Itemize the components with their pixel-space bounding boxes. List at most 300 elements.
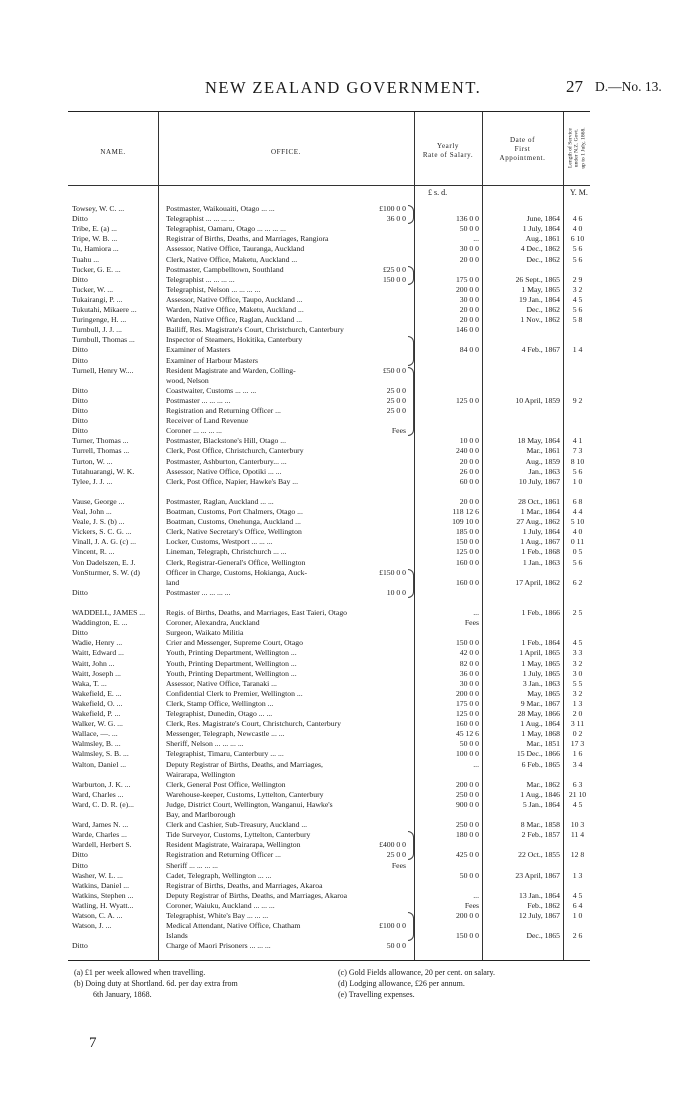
table-row xyxy=(68,537,590,547)
cell-name: Veal, John ... xyxy=(72,507,112,516)
cell-office: Clerk, Post Office, Christchurch, Canterbury xyxy=(166,446,304,456)
cell-date: 1 Jan., 1863 xyxy=(522,557,560,567)
cell-salary: 20 0 0 xyxy=(459,456,479,466)
cell-name: Ward, C. D. R. (e)... xyxy=(72,799,134,809)
cell-office: Telegraphist, Oamaru, Otago ... ... ... ... xyxy=(166,224,286,234)
cell-name: Tucker, G. E. ... xyxy=(72,264,121,274)
cell-name: Warde, Charles ... xyxy=(72,830,127,840)
date-header-line: Appointment. xyxy=(499,154,546,162)
cell-name: Turnbull, Thomas ... xyxy=(72,335,135,345)
page-number: 27 xyxy=(566,77,583,96)
cell-office: Assessor, Native Office, Tauranga, Auckland xyxy=(166,244,305,254)
cell-length: 2 5 xyxy=(572,608,583,617)
cell-date: Jan., 1863 xyxy=(528,466,560,476)
cell-office: Clerk, Stamp Office, Wellington ... xyxy=(166,698,274,708)
cell-length: 2 0 xyxy=(572,709,583,718)
cell-office: Postmaster, Blackstone's Hill, Otago ... xyxy=(166,436,287,446)
cell-office: Receiver of Land Revenue xyxy=(166,416,249,426)
cell-salary: ... xyxy=(473,234,479,244)
table-row xyxy=(68,901,590,911)
cell-salary: 20 0 0 xyxy=(459,254,479,264)
cell-date: 18 May, 1864 xyxy=(517,436,560,446)
table-row xyxy=(68,780,590,790)
cell-split: 25 0 0 xyxy=(386,406,406,415)
cell-salary: 50 0 0 xyxy=(459,739,479,749)
cell-length: 3 2 xyxy=(572,688,583,698)
cell-office: Telegraphist, White's Bay ... ... ... xyxy=(166,911,269,920)
cell-date: Dec., 1862 xyxy=(526,305,560,314)
footnote-a: (a) £1 per week allowed when travelling. xyxy=(74,968,206,977)
table-row xyxy=(68,255,590,265)
cell-name: Vickers, S. C. G. ... xyxy=(72,527,132,537)
cell-name: Ditto xyxy=(72,214,88,224)
table-row xyxy=(68,881,590,891)
cell-name: Turnell, Henry W.... xyxy=(72,365,134,375)
cell-length: 6 2 xyxy=(572,577,583,587)
cell-date: 10 July, 1867 xyxy=(518,476,560,486)
cell-name: Washer, W. L. ... xyxy=(72,870,123,880)
cell-name: Tucker, W. ... xyxy=(72,284,114,294)
cell-length: 5 6 xyxy=(572,254,583,264)
page-header xyxy=(0,78,700,100)
table-row xyxy=(68,760,590,770)
cell-split: £50 0 0 xyxy=(382,365,406,375)
table-row xyxy=(68,265,590,275)
cell-name: Waddington, E. ... xyxy=(72,618,128,628)
table-row xyxy=(68,770,590,780)
cell-salary: 82 0 0 xyxy=(459,658,479,668)
cell-name: Tukutahi, Mikaere ... xyxy=(72,305,137,314)
cell-length: 9 2 xyxy=(572,395,583,405)
cell-name: Ditto xyxy=(72,628,88,638)
cell-name: Watling, H. Wyatt... xyxy=(72,900,134,910)
cell-length: 5 8 xyxy=(572,315,583,325)
cell-name: Turton, W. ... xyxy=(72,456,113,466)
table-row xyxy=(68,790,590,800)
cell-length: 5 6 xyxy=(572,305,583,314)
cell-date: May, 1865 xyxy=(527,688,560,698)
table-row xyxy=(68,739,590,749)
cell-office: Clerk, Native Office, Maketu, Auckland ... xyxy=(166,254,298,264)
table-row xyxy=(68,315,590,325)
table-row xyxy=(68,568,590,578)
cell-length: 4 5 xyxy=(572,799,583,809)
cell-office: Coroner, Alexandra, Auckland xyxy=(166,618,260,628)
table-row xyxy=(68,618,590,628)
cell-name: Turnbull, J. J. ... xyxy=(72,325,122,335)
cell-length: 5 6 xyxy=(572,557,583,567)
cell-length: 6 10 xyxy=(570,234,585,244)
cell-length: 10 3 xyxy=(570,820,585,830)
cell-office: Clerk and Cashier, Sub-Treasury, Auckland ... xyxy=(166,820,308,830)
cell-salary: 100 0 0 xyxy=(455,749,479,759)
cell-salary: 20 0 0 xyxy=(459,496,479,506)
cell-office: Resident Magistrate, Wairarapa, Wellington xyxy=(166,840,301,850)
cell-name: Watkins, Stephen ... xyxy=(72,890,134,900)
cell-salary: 900 0 0 xyxy=(455,799,479,809)
cell-office: Postmaster ... ... ... ... xyxy=(166,395,231,405)
table-row xyxy=(68,376,590,386)
cell-split: 25 0 0 xyxy=(386,385,406,395)
cell-name: Walmsley, S. B. ... xyxy=(72,749,129,759)
cell-office: Telegraphist, Timaru, Canterbury ... ... xyxy=(166,749,284,759)
cell-salary: 250 0 0 xyxy=(455,820,479,830)
cell-name: Watson, C. A. ... xyxy=(72,911,123,920)
cell-office: Assessor, Native Office, Taupo, Auckland ... xyxy=(166,294,303,304)
cell-length: 2 6 xyxy=(572,931,583,941)
cell-salary: 50 0 0 xyxy=(459,870,479,880)
cell-salary: 118 12 6 xyxy=(452,507,479,516)
table-row xyxy=(68,628,590,638)
cell-name: Ditto xyxy=(72,426,88,436)
cell-office: Boatman, Customs, Onehunga, Auckland ... xyxy=(166,517,301,527)
cell-name: Wakefield, O. ... xyxy=(72,698,123,708)
cell-length: 17 3 xyxy=(570,739,585,749)
cell-office: Youth, Printing Department, Wellington ... xyxy=(166,668,297,678)
cell-salary: 50 0 0 xyxy=(459,224,479,234)
column-header-office: OFFICE. xyxy=(270,148,302,156)
cell-split: Fees xyxy=(391,426,406,436)
cell-salary: 136 0 0 xyxy=(455,214,479,224)
cell-office: Messenger, Telegraph, Newcastle ... ... xyxy=(166,729,285,739)
cell-date: 1 Feb., 1868 xyxy=(521,547,560,557)
cell-length: 0 5 xyxy=(572,547,583,557)
cell-office: Sheriff ... ... ... ... xyxy=(166,860,218,870)
cell-length: 2 9 xyxy=(572,274,583,284)
table-row xyxy=(68,547,590,557)
cell-office: Inspector of Steamers, Hokitika, Canterbury xyxy=(166,335,303,345)
table-row xyxy=(68,244,590,254)
cell-split: 10 0 0 xyxy=(386,587,406,597)
cell-name: Warburton, J. K. ... xyxy=(72,779,131,789)
cell-date: Mar., 1862 xyxy=(526,779,560,789)
cell-date: 5 Jan., 1864 xyxy=(522,799,560,809)
cell-name: Wardell, Herbert S. xyxy=(72,840,132,850)
cell-name: Watkins, Daniel ... xyxy=(72,880,130,890)
cell-office: Assessor, Native Office, Taranaki ... xyxy=(166,678,277,688)
cell-office: Registration and Returning Officer ... xyxy=(166,406,281,415)
table-row xyxy=(68,204,590,214)
cell-salary: 125 0 0 xyxy=(455,709,479,718)
table-row xyxy=(68,527,590,537)
cell-split: £150 0 0 xyxy=(379,567,406,577)
table-row xyxy=(68,386,590,396)
cell-office: Officer in Charge, Customs, Hokianga, Auck- xyxy=(166,567,308,577)
cell-name: Walmsley, B. ... xyxy=(72,739,121,749)
cell-length: 3 2 xyxy=(572,658,583,668)
cell-split: 25 0 0 xyxy=(386,395,406,405)
cell-date: June, 1864 xyxy=(526,214,560,224)
table-row xyxy=(68,275,590,285)
cell-date: 22 Oct., 1855 xyxy=(518,850,560,860)
cell-length: 4 1 xyxy=(572,436,583,446)
cell-office: Deputy Registrar of Births, Deaths, and Marriages, xyxy=(166,759,323,769)
cell-date: 9 Mar., 1867 xyxy=(520,698,560,708)
cell-name: Wakefield, P. ... xyxy=(72,709,121,718)
cell-salary: 240 0 0 xyxy=(455,446,479,456)
table-row xyxy=(68,446,590,456)
date-header-line: Date of xyxy=(510,136,535,144)
table-row xyxy=(68,709,590,719)
cell-date: Mar., 1861 xyxy=(526,446,560,456)
cell-office: Tide Surveyor, Customs, Lyttelton, Canterbury xyxy=(166,830,311,840)
cell-office: Regis. of Births, Deaths, and Marriages, East Taieri, Otago xyxy=(166,608,348,617)
table-row xyxy=(68,214,590,224)
cell-name: Ditto xyxy=(72,941,88,951)
table-row xyxy=(68,285,590,295)
cell-length: 4 0 xyxy=(572,224,583,234)
cell-length: 4 0 xyxy=(572,527,583,537)
table-row xyxy=(68,335,590,345)
cell-date: Aug., 1859 xyxy=(525,456,560,466)
cell-date: 3 Jan., 1863 xyxy=(522,678,560,688)
cell-split: £25 0 0 xyxy=(382,264,406,274)
cell-office: Boatman, Customs, Port Chalmers, Otago ... xyxy=(166,507,303,516)
cell-name: Ward, James N. ... xyxy=(72,820,129,830)
cell-name: Ward, Charles ... xyxy=(72,789,124,799)
cell-length: 21 10 xyxy=(568,789,587,799)
cell-name: Ditto xyxy=(72,395,88,405)
cell-salary: Fees xyxy=(464,618,479,628)
table-row xyxy=(68,477,590,487)
cell-salary: 175 0 0 xyxy=(455,698,479,708)
table-row xyxy=(68,729,590,739)
table-row xyxy=(68,911,590,921)
table-row xyxy=(68,810,590,820)
cell-name: Ditto xyxy=(72,274,88,284)
cell-office: Examiner of Harbour Masters xyxy=(166,355,259,365)
cell-length: 0 2 xyxy=(572,729,583,739)
table-row xyxy=(68,588,590,598)
cell-length: 6 3 xyxy=(572,779,583,789)
salary-units: £ s. d. xyxy=(428,188,448,197)
cell-salary: 200 0 0 xyxy=(455,688,479,698)
table-row xyxy=(68,416,590,426)
cell-salary: ... xyxy=(473,890,479,900)
cell-name: Wadie, Henry ... xyxy=(72,638,123,648)
cell-office: Telegraphist ... ... ... ... xyxy=(166,214,235,224)
cell-name: Ditto xyxy=(72,385,88,395)
cell-name: Vincent, R. ... xyxy=(72,547,115,557)
cell-date: 15 Dec., 1866 xyxy=(516,749,560,759)
table-row xyxy=(68,325,590,335)
table-row xyxy=(68,699,590,709)
cell-name: Tu, Hamiora ... xyxy=(72,244,119,254)
cell-salary: 200 0 0 xyxy=(455,779,479,789)
cell-salary: ... xyxy=(473,608,479,617)
table-row xyxy=(68,820,590,830)
cell-salary: 125 0 0 xyxy=(455,395,479,405)
cell-length: 1 4 xyxy=(572,345,583,355)
table-row xyxy=(68,467,590,477)
cell-salary: ... xyxy=(473,759,479,769)
cell-office: Cadet, Telegraph, Wellington ... ... xyxy=(166,870,272,880)
cell-name: Ditto xyxy=(72,850,88,860)
cell-name: Walton, Daniel ... xyxy=(72,759,127,769)
cell-length: 1 0 xyxy=(572,476,583,486)
table-row xyxy=(68,931,590,941)
cell-office: Surgeon, Waikato Militia xyxy=(166,628,244,638)
cell-salary: 109 10 0 xyxy=(452,517,479,527)
cell-name: Ditto xyxy=(72,355,88,365)
cell-split: £100 0 0 xyxy=(379,921,406,931)
table-row xyxy=(68,840,590,850)
cell-salary: 45 12 6 xyxy=(455,729,479,739)
cell-name: Wakefield, E. ... xyxy=(72,688,122,698)
cell-salary: Fees xyxy=(464,900,479,910)
cell-salary: 26 0 0 xyxy=(459,466,479,476)
salary-table xyxy=(68,111,590,961)
cell-split: 36 0 0 xyxy=(386,214,406,224)
column-header-date xyxy=(482,136,563,163)
cell-length: 5 6 xyxy=(572,466,583,476)
cell-name: Tukairangi, P. ... xyxy=(72,294,123,304)
cell-date: 1 Aug., 1846 xyxy=(520,789,560,799)
cell-length: 5 6 xyxy=(572,244,583,254)
cell-office: Telegraphist, Dunedin, Otago ... ... xyxy=(166,709,273,718)
cell-office: Postmaster ... ... ... ... xyxy=(166,587,231,597)
cell-name: Towsey, W. C. ... xyxy=(72,204,125,213)
table-row xyxy=(68,800,590,810)
cell-name: Tuahu ... xyxy=(72,254,100,264)
cell-office: Confidential Clerk to Premier, Wellington ... xyxy=(166,688,303,698)
cell-name: Veale, J. S. (b) ... xyxy=(72,517,125,527)
cell-date: 6 Feb., 1865 xyxy=(521,759,560,769)
table-row xyxy=(68,406,590,416)
cell-length: 1 3 xyxy=(572,698,583,708)
cell-salary: 425 0 0 xyxy=(455,850,479,860)
salary-brace xyxy=(408,569,414,598)
document-reference: D.—No. 13. xyxy=(595,79,662,94)
table-row xyxy=(68,366,590,376)
page-title: NEW ZEALAND GOVERNMENT. xyxy=(205,78,482,97)
cell-office: Clerk, Post Office, Napier, Hawke's Bay ... xyxy=(166,476,299,486)
cell-name: VonSturmer, S. W. (d) xyxy=(72,567,140,577)
cell-office: Medical Attendant, Native Office, Chatham xyxy=(166,921,301,931)
cell-date: 4 Feb., 1867 xyxy=(521,345,560,355)
cell-date: 23 April, 1867 xyxy=(515,870,560,880)
cell-salary: 175 0 0 xyxy=(455,274,479,284)
column-header-length xyxy=(565,114,589,182)
salary-brace xyxy=(408,336,414,365)
cell-name: Turner, Thomas ... xyxy=(72,436,129,446)
cell-name: Ditto xyxy=(72,416,88,426)
cell-name: Waitt, John ... xyxy=(72,658,115,668)
cell-date: 26 Sept., 1865 xyxy=(515,274,560,284)
cell-length: 3 11 xyxy=(570,719,585,729)
signature-number: 7 xyxy=(89,1035,97,1051)
cell-salary: 185 0 0 xyxy=(455,527,479,537)
cell-date: Dec., 1862 xyxy=(526,254,560,264)
cell-date: 1 May, 1865 xyxy=(521,658,560,668)
cell-split: 50 0 0 xyxy=(386,941,406,951)
cell-salary: 150 0 0 xyxy=(455,537,479,547)
cell-date: 1 Feb., 1866 xyxy=(521,608,560,617)
cell-name: WADDELL, JAMES ... xyxy=(72,608,146,617)
cell-salary: 10 0 0 xyxy=(459,436,479,446)
cell-date: 1 Aug., 1864 xyxy=(520,719,560,729)
table-row xyxy=(68,356,590,366)
cell-date: 17 April, 1862 xyxy=(515,577,560,587)
table-row xyxy=(68,295,590,305)
table-row xyxy=(68,457,590,467)
cell-date: 1 Aug., 1867 xyxy=(520,537,560,547)
cell-name: Tribe, E. (a) ... xyxy=(72,224,117,234)
table-row xyxy=(68,558,590,568)
cell-date: 1 July, 1864 xyxy=(522,224,560,234)
cell-office: Postmaster, Raglan, Auckland ... ... xyxy=(166,496,274,506)
cell-name: Walker, W. G. ... xyxy=(72,719,123,729)
cell-name: Vause, George ... xyxy=(72,496,125,506)
salary-header-line: Rate of Salary. xyxy=(422,151,474,159)
cell-date: 4 Dec., 1862 xyxy=(520,244,560,254)
cell-salary: 30 0 0 xyxy=(459,244,479,254)
cell-length: 3 2 xyxy=(572,284,583,294)
cell-date: 1 April, 1865 xyxy=(519,648,560,658)
cell-name: Waitt, Joseph ... xyxy=(72,668,121,678)
table-row xyxy=(68,679,590,689)
footnote-e: (e) Travelling expenses. xyxy=(338,990,415,999)
cell-date: 1 Nov., 1862 xyxy=(520,315,560,325)
table-row xyxy=(68,497,590,507)
cell-date: 1 May, 1865 xyxy=(521,284,560,294)
cell-salary: 200 0 0 xyxy=(455,284,479,294)
cell-date: 8 Mar., 1858 xyxy=(520,820,560,830)
cell-length: 5 5 xyxy=(572,678,583,688)
cell-length: 8 10 xyxy=(570,456,585,466)
cell-length: 3 0 xyxy=(572,668,583,678)
cell-office: Charge of Maori Prisoners ... ... ... xyxy=(166,941,271,951)
cell-office: Youth, Printing Department, Wellington ... xyxy=(166,658,297,668)
cell-length: 11 4 xyxy=(570,830,585,840)
cell-date: 19 Jan., 1864 xyxy=(519,294,560,304)
footnote-c: (c) Gold Fields allowance, 20 per cent. on salary. xyxy=(338,968,495,977)
cell-date: 2 Feb., 1857 xyxy=(521,830,560,840)
cell-length: 1 6 xyxy=(572,749,583,759)
cell-office: Deputy Registrar of Births, Deaths, and Marriages, Akaroa xyxy=(166,890,348,900)
cell-office: wood, Nelson xyxy=(166,375,209,385)
cell-office: Warden, Native Office, Maketu, Auckland ... xyxy=(166,305,304,314)
cell-office: Postmaster, Ashburton, Canterbury... ... xyxy=(166,456,287,466)
cell-length: 7 3 xyxy=(572,446,583,456)
cell-name: Vinall, J. A. G. (c) ... xyxy=(72,537,137,547)
table-row xyxy=(68,941,590,951)
cell-salary: 160 0 0 xyxy=(455,719,479,729)
cell-length: 6 4 xyxy=(572,900,583,910)
cell-date: 12 July, 1867 xyxy=(518,911,560,920)
cell-date: 27 Aug., 1862 xyxy=(516,517,560,527)
cell-date: Dec., 1865 xyxy=(526,931,560,941)
salary-brace xyxy=(408,831,414,860)
cell-office: Judge, District Court, Wellington, Wanganui, Hawke's xyxy=(166,799,333,809)
cell-office: Locker, Customs, Westport ... ... ... xyxy=(166,537,273,547)
cell-name: Waitt, Edward ... xyxy=(72,648,124,658)
table-row xyxy=(68,578,590,588)
cell-name: Tylee, J. J. ... xyxy=(72,476,113,486)
cell-name: Wallace, —. ... xyxy=(72,729,118,739)
cell-office: Assessor, Native Office, Opotiki ... ... xyxy=(166,466,282,476)
cell-salary: 36 0 0 xyxy=(459,668,479,678)
salary-brace xyxy=(408,266,414,285)
table-row xyxy=(68,669,590,679)
table-row xyxy=(68,749,590,759)
length-header-line: Length of Service xyxy=(567,127,574,169)
cell-date: 28 May, 1866 xyxy=(517,709,560,718)
cell-salary: 30 0 0 xyxy=(459,294,479,304)
cell-office: Youth, Printing Department, Wellington ... xyxy=(166,648,297,658)
cell-salary: 125 0 0 xyxy=(455,547,479,557)
cell-salary: 20 0 0 xyxy=(459,315,479,325)
